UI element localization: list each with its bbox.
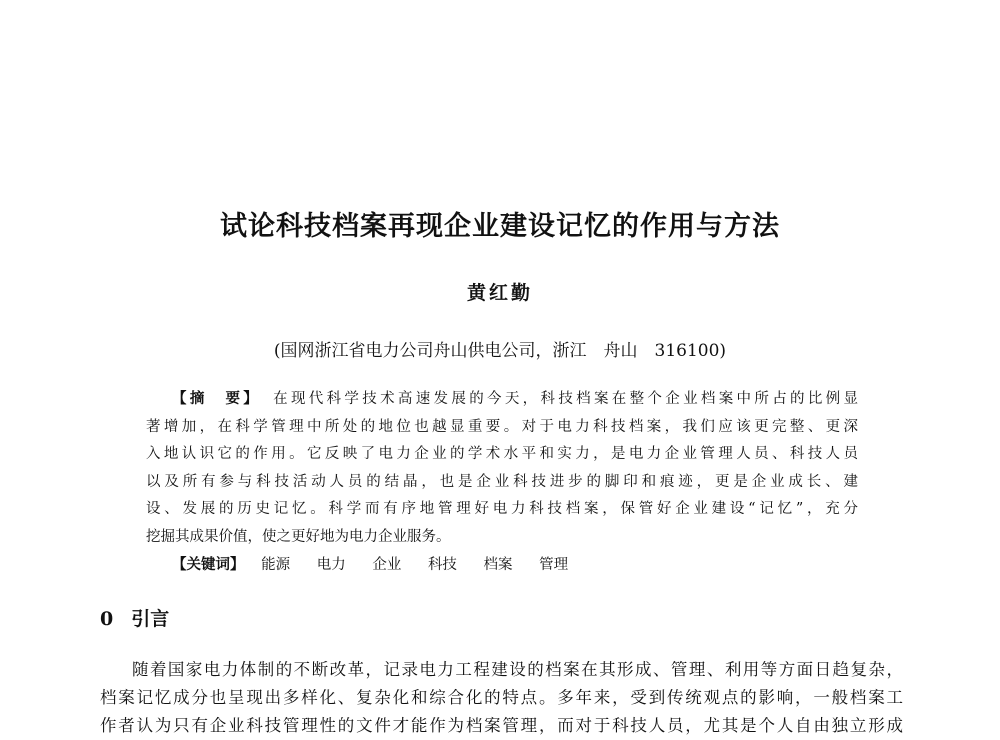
abstract-line: 入地认识它的作用。它反映了电力企业的学术水平和实力，是电力企业管理人员、科技人员 (146, 446, 858, 462)
body-line: 作者认为只有企业科技管理性的文件才能作为档案管理，而对于科技人员，尤其是个人自由独立形成 (100, 716, 903, 735)
keyword: 电力 (316, 557, 346, 573)
section-heading (100, 604, 169, 631)
abstract-line: 挖掘其成果价值，使之更好地为电力企业服务。 (146, 528, 451, 545)
abstract-line: 设、发展的历史记忆。科学而有序地管理好电力科技档案，保管好企业建设“记忆”，充分 (146, 501, 858, 517)
keyword: 企业 (372, 557, 402, 573)
author-affiliation: (国网浙江省电力公司舟山供电公司，浙江 舟山 316100) (273, 341, 727, 361)
abstract-line: 著增加，在科学管理中所处的地位也越显重要。对于电力科技档案，我们应该更完整、更深 (146, 418, 858, 435)
abstract-line: 以及所有参与科技活动人员的结晶，也是企业科技进步的脚印和痕迹，更是企业成长、建 (146, 473, 858, 490)
abstract-text: 在现代科学技术高速发展的今天，科技档案在整个企业档案中所占的比例显 (273, 391, 859, 407)
keywords-label: 【关键词】 (172, 557, 245, 573)
body-line: 档案记忆成分也呈现出多样化、复杂化和综合化的特点。多年来，受到传统观点的影响，一般档案工 (100, 688, 903, 707)
keywords-row (172, 553, 590, 574)
keyword: 科技 (427, 557, 457, 573)
abstract-line (146, 386, 858, 414)
author-name: 黄红勤 (466, 282, 533, 304)
section-number: 0 (100, 608, 114, 630)
paper-title: 试论科技档案再现企业建设记忆的作用与方法 (220, 211, 780, 242)
keyword: 管理 (539, 557, 569, 573)
abstract-label: 【摘 要】 (172, 391, 262, 407)
keyword: 能源 (261, 557, 291, 573)
body-line: 随着国家电力体制的不断改革，记录电力工程建设的档案在其形成、管理、利用等方面日趋复杂， (132, 660, 903, 679)
abstract-block (146, 386, 858, 551)
keyword: 档案 (483, 557, 513, 573)
section-title: 引言 (131, 608, 170, 630)
body-paragraph (100, 656, 903, 740)
